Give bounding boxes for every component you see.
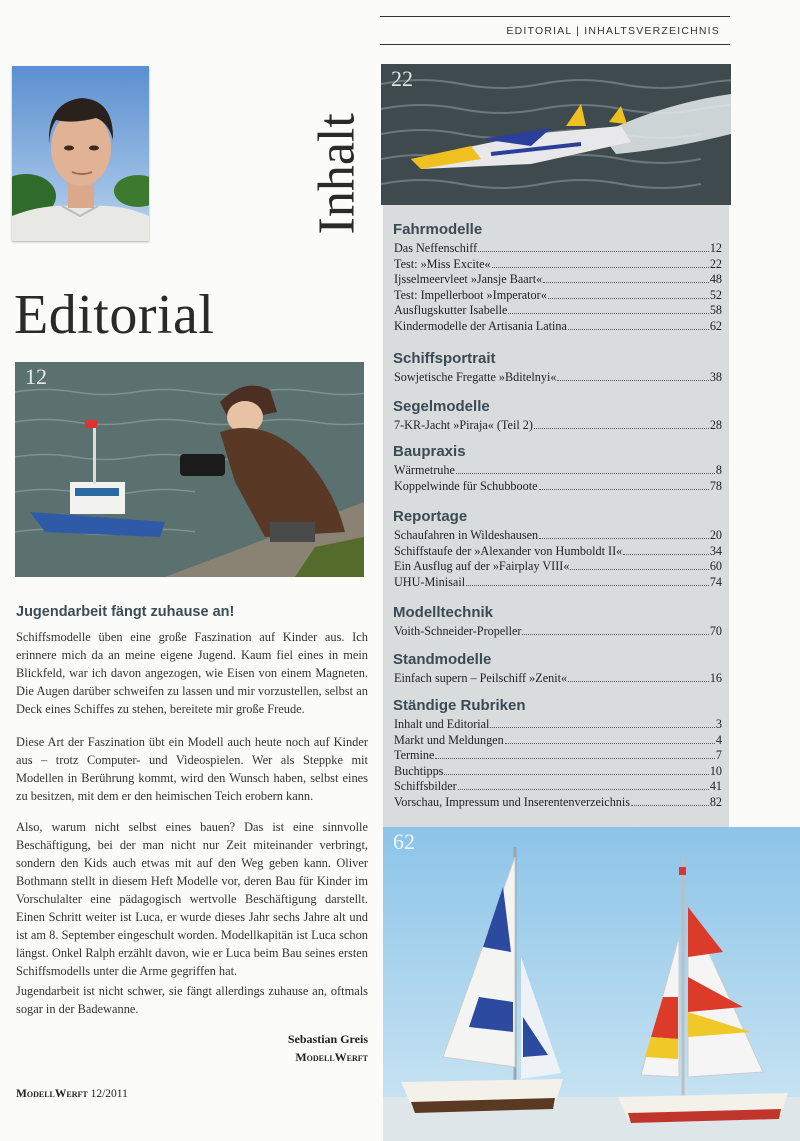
- toc-entry-page: 28: [709, 418, 722, 432]
- toc-entry-title: Test: »Miss Excite«: [394, 256, 491, 271]
- toc-entry-title: Ausflugskutter Isabelle: [394, 303, 508, 318]
- toc-entry-page: 4: [715, 732, 722, 747]
- article-paragraph-2: Diese Art der Faszination übt ein Modell auch heute noch auf Kinder aus – trotz Computer- und Videospielen. Wer als Steppke mit Modellen in Berührung kommt, wird den Wunsch haben, selbst eines zu besitzen, mit dem er den heimischen Teich erobern kann.: [16, 735, 368, 803]
- photo-page-number: 12: [25, 364, 47, 389]
- toc-entry[interactable]: [394, 257, 722, 271]
- article-paragraph-1: Schiffsmodelle üben eine große Faszination auf Kinder aus. Ich erinnere mich da an meine eigene Jugend. Kaum fiel eines in mein Blickfeld, war ich davon angezogen, wie Eisen von einem Magneten. Die Augen darüber schweifen zu lassen und mir vorzustellen, selbst an Deck eines Schiffes zu stehen, bereitete mir große Freude.: [16, 630, 368, 716]
- toc-section-heading: Fahrmodelle: [393, 221, 483, 238]
- toc-leader-dots: [557, 370, 708, 381]
- toc-entry-title: Das Neffenschiff: [394, 241, 478, 255]
- footer-issue: [16, 1088, 128, 1100]
- toc-entry[interactable]: [394, 319, 722, 333]
- toc-leader-dots: [444, 764, 708, 775]
- author-portrait: [12, 66, 149, 241]
- photo-page-number: 62: [393, 829, 415, 854]
- toc-entry-page: 22: [709, 256, 722, 271]
- toc-entry[interactable]: [394, 288, 722, 302]
- toc-entry-page: 38: [709, 370, 722, 384]
- toc-entry-title: UHU-Minisail: [394, 574, 466, 589]
- editorial-title: Editorial: [14, 284, 215, 346]
- toc-leader-dots: [539, 479, 709, 490]
- toc-entry[interactable]: [394, 624, 722, 638]
- toc-entry-title: Einfach supern – Peilschiff »Zenit«: [394, 671, 568, 685]
- toc-entry-title: Sowjetische Fregatte »Bditelnyi«: [394, 370, 557, 384]
- toc-leader-dots: [568, 319, 709, 330]
- toc-leader-dots: [435, 748, 714, 759]
- toc-entry-page: 34: [709, 543, 722, 558]
- toc-entry-page: 8: [715, 463, 722, 477]
- toc-entry-page: 16: [709, 671, 722, 685]
- toc-entry-page: 78: [709, 478, 722, 493]
- toc-entry-page: 52: [709, 287, 722, 302]
- toc-entry[interactable]: [394, 575, 722, 589]
- toc-entry-title: Markt und Meldungen: [394, 732, 504, 747]
- toc-entry[interactable]: [394, 463, 722, 477]
- toc-section-heading: Baupraxis: [393, 443, 466, 460]
- toc-section-heading: Schiffsportrait: [393, 350, 496, 367]
- toc-entry-page: 74: [709, 574, 722, 589]
- toc-entry-page: 10: [709, 763, 722, 778]
- header-rule-bottom: [380, 44, 730, 45]
- toc-entry-title: Ein Ausflug auf der »Fairplay VIII«: [394, 559, 570, 574]
- article-paragraph-3: Also, warum nicht selbst eines bauen? Das ist eine sinnvolle Beschäftigung, bei der man nicht nur Zeit miteinander verbringt, sondern den Kids auch etwas mit auf den Weg geben kann. Oliver Bothmann stellt in diesem Heft Modelle vor, deren Bau für Kinder im Vorschulalter eine pädagogisch wertvolle Beschäftigung darstellt. Einen Schritt weiter ist Luca, er wurde dieses Jahr sechs Jahre alt und ist am 8. September eingeschult worden. Modellkapitän ist Luca schon längst. Onkel Ralph erzählt davon, wie er Luca beim Bau seines ersten Schiffsmodells unter die Arme gegriffen hat.: [16, 820, 368, 978]
- toc-entry-page: 60: [709, 559, 722, 574]
- footer-magazine: ModellWerft: [16, 1088, 88, 1100]
- toc-leader-dots: [568, 671, 709, 682]
- photo-page-number: 22: [391, 66, 413, 91]
- article-paragraph-4: Jugendarbeit ist nicht schwer, sie fängt allerdings zuhause an, oftmals sogar in der Badewanne.: [16, 984, 368, 1016]
- toc-entry-page: 82: [709, 795, 722, 809]
- toc-entry[interactable]: [394, 795, 722, 809]
- photo-boy-with-model-boat: [15, 362, 364, 577]
- section-header: EDITORIAL | INHALTSVERZEICHNIS: [506, 25, 720, 37]
- header-rule-top: [380, 16, 730, 17]
- author-magazine: ModellWerft: [295, 1050, 368, 1064]
- toc-leader-dots: [490, 717, 714, 728]
- toc-entry[interactable]: [394, 528, 722, 542]
- toc-entry[interactable]: [394, 241, 722, 255]
- toc-entry-page: 62: [709, 319, 722, 333]
- toc-entry-title: Koppelwinde für Schubboote: [394, 478, 538, 493]
- toc-entry-page: 58: [709, 303, 722, 318]
- toc-leader-dots: [458, 779, 709, 790]
- toc-entry[interactable]: [394, 418, 722, 432]
- toc-entry-page: 3: [715, 717, 722, 731]
- toc-section-heading: Standmodelle: [393, 651, 492, 668]
- toc-entry-title: Schaufahren in Wildeshausen: [394, 528, 539, 542]
- toc-entry[interactable]: [394, 544, 722, 558]
- toc-leader-dots: [543, 272, 709, 283]
- toc-leader-dots: [522, 624, 708, 635]
- toc-entry[interactable]: [394, 272, 722, 286]
- toc-entry[interactable]: [394, 370, 722, 384]
- toc-leader-dots: [623, 544, 709, 555]
- toc-entry-page: 48: [709, 272, 722, 287]
- toc-entry-title: Test: Impellerboot »Imperator«: [394, 287, 547, 302]
- toc-leader-dots: [534, 418, 709, 429]
- toc-entry-title: Vorschau, Impressum und Inserentenverzeichnis: [394, 795, 631, 809]
- toc-section-heading: Modelltechnik: [393, 604, 494, 621]
- toc-entry-title: Wärmetruhe: [394, 463, 455, 477]
- toc-entry[interactable]: [394, 303, 722, 317]
- toc-entry-page: 12: [709, 241, 722, 255]
- toc-leader-dots: [548, 288, 709, 299]
- photo-racing-boat: [381, 64, 731, 205]
- toc-entry-title: 7-KR-Jacht »Piraja« (Teil 2): [394, 418, 533, 432]
- toc-entry-page: 70: [709, 624, 722, 638]
- toc-entry[interactable]: [394, 559, 722, 573]
- toc-leader-dots: [631, 795, 709, 806]
- toc-section-heading: Reportage: [393, 508, 468, 525]
- toc-entry-title: Voith-Schneider-Propeller: [394, 624, 522, 638]
- toc-entry-title: Inhalt und Editorial: [394, 717, 490, 731]
- toc-leader-dots: [466, 575, 709, 586]
- toc-entry[interactable]: [394, 671, 722, 685]
- toc-entry-title: Termine: [394, 748, 435, 763]
- toc-entry-title: Schiffstaufe der »Alexander von Humboldt II«: [394, 543, 623, 558]
- toc-leader-dots: [508, 303, 708, 314]
- toc-entry-title: Ijsselmeervleet »Jansje Baart«: [394, 272, 543, 287]
- inhalt-vertical-title: Inhalt: [308, 113, 366, 235]
- toc-section-heading: Ständige Rubriken: [393, 697, 526, 714]
- toc-entry-page: 20: [709, 528, 722, 542]
- toc-entry[interactable]: [394, 764, 722, 778]
- toc-leader-dots: [539, 528, 709, 539]
- toc-entry-title: Buchtipps: [394, 763, 444, 778]
- toc-section-heading: Segelmodelle: [393, 398, 490, 415]
- toc-entry[interactable]: [394, 717, 722, 731]
- toc-entry-title: Schiffsbilder: [394, 779, 457, 794]
- footer-issue-number: 12/2011: [90, 1088, 128, 1100]
- toc-leader-dots: [478, 241, 709, 252]
- toc-leader-dots: [570, 559, 708, 570]
- toc-leader-dots: [492, 257, 709, 268]
- toc-entry[interactable]: [394, 779, 722, 793]
- photo-sailboats: [383, 827, 800, 1141]
- toc-leader-dots: [505, 733, 715, 744]
- article-headline: Jugendarbeit fängt zuhause an!: [16, 604, 235, 620]
- toc-entry-title: Kindermodelle der Artisania Latina: [394, 319, 567, 333]
- author-name: Sebastian Greis: [287, 1032, 368, 1046]
- toc-leader-dots: [456, 463, 715, 474]
- toc-entry[interactable]: [394, 479, 722, 493]
- toc-entry[interactable]: [394, 733, 722, 747]
- toc-entry[interactable]: [394, 748, 722, 762]
- toc-entry-page: 41: [709, 779, 722, 794]
- toc-entry-page: 7: [715, 748, 722, 763]
